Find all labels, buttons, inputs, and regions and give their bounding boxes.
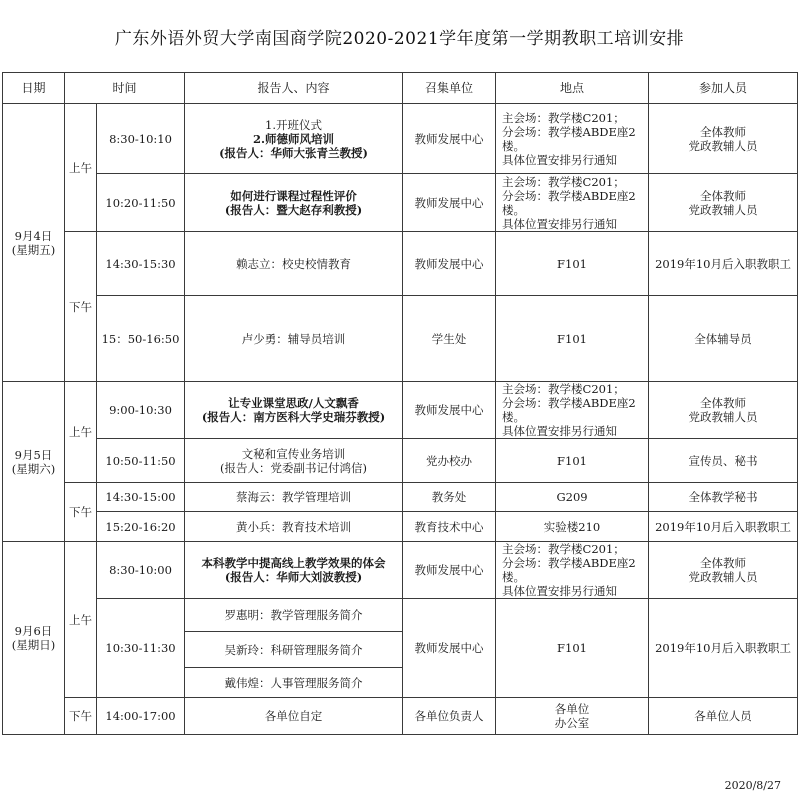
table-row xyxy=(3,104,798,174)
people-cell: 2019年10月后入职教职工 xyxy=(649,599,798,698)
header-row xyxy=(3,73,798,104)
people-cell: 全体教师 党政教辅人员 xyxy=(649,104,798,174)
table-row xyxy=(3,698,798,735)
location-cell: 实验楼210 xyxy=(496,512,649,542)
table-row xyxy=(3,599,798,632)
unit-cell: 教师发展中心 xyxy=(403,104,496,174)
time-cell: 8:30-10:00 xyxy=(97,542,185,599)
location-cell: 主会场：教学楼C201； 分会场：教学楼ABDE座2楼。 具体位置安排另行通知 xyxy=(496,382,649,439)
table-row xyxy=(3,296,798,382)
time-cell: 15:20-16:20 xyxy=(97,512,185,542)
table-row xyxy=(3,382,798,439)
content-cell: 卢少勇：辅导员培训 xyxy=(185,296,403,382)
people-cell: 2019年10月后入职教职工 xyxy=(649,232,798,296)
content-cell: 文秘和宣传业务培训 (报告人：党委副书记付鸿信) xyxy=(185,439,403,483)
header-date: 日期 xyxy=(3,73,65,104)
people-cell: 全体教师 党政教辅人员 xyxy=(649,174,798,232)
content-cell: 让专业课堂思政/人文飘香 (报告人：南方医科大学史瑞芬教授) xyxy=(185,382,403,439)
footer-date: 2020/8/27 xyxy=(724,779,781,792)
location-cell: F101 xyxy=(496,599,649,698)
content-cell: 本科教学中提高线上教学效果的体会 (报告人：华师大刘波教授) xyxy=(185,542,403,599)
unit-cell: 党办校办 xyxy=(403,439,496,483)
content-cell: 赖志立：校史校情教育 xyxy=(185,232,403,296)
location-cell: 主会场：教学楼C201； 分会场：教学楼ABDE座2楼。 具体位置安排另行通知 xyxy=(496,542,649,599)
time-cell: 9:00-10:30 xyxy=(97,382,185,439)
unit-cell: 教师发展中心 xyxy=(403,232,496,296)
location-cell: F101 xyxy=(496,439,649,483)
location-cell: G209 xyxy=(496,483,649,512)
unit-cell: 各单位负责人 xyxy=(403,698,496,735)
period-cell: 上午 xyxy=(65,382,97,483)
unit-cell: 教师发展中心 xyxy=(403,542,496,599)
content-cell: 黄小兵：教育技术培训 xyxy=(185,512,403,542)
location-cell: F101 xyxy=(496,296,649,382)
header-unit: 召集单位 xyxy=(403,73,496,104)
location-cell: F101 xyxy=(496,232,649,296)
time-cell: 14:00-17:00 xyxy=(97,698,185,735)
unit-cell: 教师发展中心 xyxy=(403,174,496,232)
period-cell: 上午 xyxy=(65,542,97,698)
location-cell: 主会场：教学楼C201； 分会场：教学楼ABDE座2楼。 具体位置安排另行通知 xyxy=(496,174,649,232)
time-cell: 10:20-11:50 xyxy=(97,174,185,232)
time-cell: 15：50-16:50 xyxy=(97,296,185,382)
table-row xyxy=(3,439,798,483)
table-row xyxy=(3,542,798,599)
people-cell: 全体教学秘书 xyxy=(649,483,798,512)
time-cell: 14:30-15:00 xyxy=(97,483,185,512)
table-row xyxy=(3,232,798,296)
content-cell: 如何进行课程过程性评价 (报告人：暨大赵存利教授) xyxy=(185,174,403,232)
time-cell: 8:30-10:10 xyxy=(97,104,185,174)
time-cell: 10:50-11:50 xyxy=(97,439,185,483)
content-cell: 各单位自定 xyxy=(185,698,403,735)
unit-cell: 教师发展中心 xyxy=(403,382,496,439)
period-cell: 上午 xyxy=(65,104,97,232)
period-cell: 下午 xyxy=(65,232,97,382)
content-cell: 戴伟煌：人事管理服务简介 xyxy=(185,668,403,698)
unit-cell: 教师发展中心 xyxy=(403,599,496,698)
content-cell: 蔡海云：教学管理培训 xyxy=(185,483,403,512)
people-cell: 宣传员、秘书 xyxy=(649,439,798,483)
table-row xyxy=(3,483,798,512)
people-cell: 各单位人员 xyxy=(649,698,798,735)
people-cell: 全体教师 党政教辅人员 xyxy=(649,382,798,439)
day-cell: 9月4日 (星期五) xyxy=(3,104,65,382)
table-row xyxy=(3,512,798,542)
header-people: 参加人员 xyxy=(649,73,798,104)
period-cell: 下午 xyxy=(65,483,97,542)
location-cell: 主会场：教学楼C201； 分会场：教学楼ABDE座2楼。 具体位置安排另行通知 xyxy=(496,104,649,174)
header-time: 时间 xyxy=(65,73,185,104)
day-cell: 9月5日 (星期六) xyxy=(3,382,65,542)
unit-cell: 教育技术中心 xyxy=(403,512,496,542)
unit-cell: 学生处 xyxy=(403,296,496,382)
content-cell: 吴新玲：科研管理服务简介 xyxy=(185,632,403,668)
time-cell: 14:30-15:30 xyxy=(97,232,185,296)
people-cell: 全体教师 党政教辅人员 xyxy=(649,542,798,599)
table-row xyxy=(3,174,798,232)
content-cell: 1.开班仪式 2.师德师风培训 (报告人：华师大张青兰教授) xyxy=(185,104,403,174)
time-cell: 10:30-11:30 xyxy=(97,599,185,698)
period-cell: 下午 xyxy=(65,698,97,735)
people-cell: 2019年10月后入职教职工 xyxy=(649,512,798,542)
location-cell: 各单位 办公室 xyxy=(496,698,649,735)
page-title: 广东外语外贸大学南国商学院2020-2021学年度第一学期教职工培训安排 xyxy=(114,28,685,49)
unit-cell: 教务处 xyxy=(403,483,496,512)
content-cell: 罗惠明：教学管理服务简介 xyxy=(185,599,403,632)
day-cell: 9月6日 (星期日) xyxy=(3,542,65,735)
schedule-table xyxy=(2,72,798,735)
people-cell: 全体辅导员 xyxy=(649,296,798,382)
header-content: 报告人、内容 xyxy=(185,73,403,104)
header-location: 地点 xyxy=(496,73,649,104)
